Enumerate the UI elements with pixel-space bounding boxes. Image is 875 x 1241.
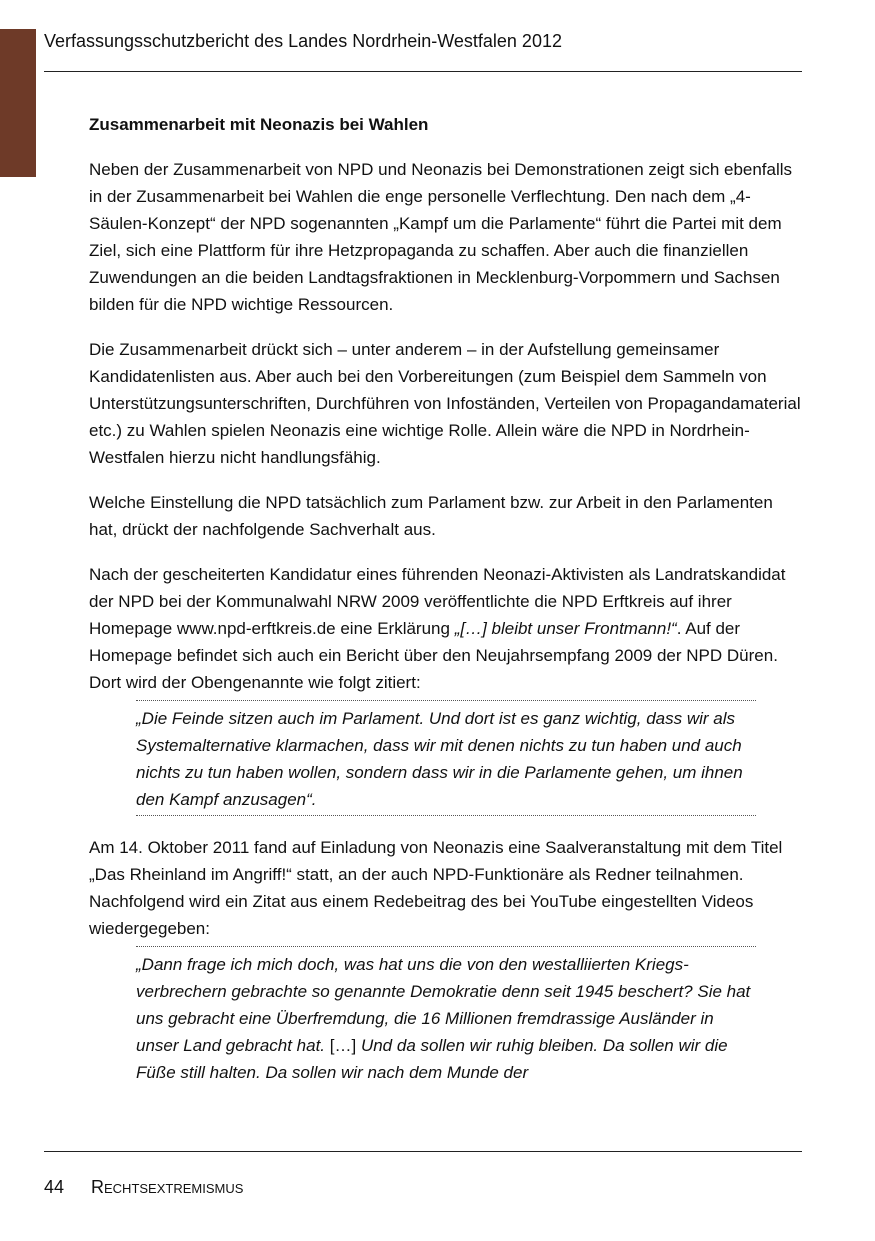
paragraph-4-text-a: Nach der gescheiterten Kandidatur eines führenden Neonazi-Aktivisten als Landratskandidat der NPD bei der Kommunalwahl NRW 2009 veröffentlichte die NPD Erftkreis auf ihrer Homepage www.npd-erftkreis.de eine Erklärung	[89, 565, 786, 638]
paragraph-3: Welche Einstellung die NPD tatsächlich zum Parlament bzw. zur Arbeit in den Parlamenten hat, drückt der nachfolgende Sachverhalt aus.	[89, 493, 773, 539]
blockquote-1-text: „Die Feinde sitzen auch im Parlament. Und dort ist es ganz wichtig, dass wir als Systemalternative klarmachen, dass wir mit denen nichts zu tun haben und auch nichts zu tun haben wollen, sondern dass wir in die Parlamente gehen, um ihnen den Kampf anzusagen“.	[136, 709, 743, 809]
page-body	[89, 113, 803, 1106]
header-divider	[44, 71, 802, 72]
paragraph-4-inline-quote: „[…] bleibt unser Frontmann!“	[454, 619, 677, 638]
blockquote-2	[136, 946, 756, 1088]
paragraph-1: Neben der Zusammenarbeit von NPD und Neonazis bei Demonstrationen zeigt sich ebenfalls in der Zusammenarbeit bei Wahlen die enge personelle Verflechtung. Den nach dem „4-Säulen-Konzept“ der NPD sogenannten „Kampf um die Parlamente“ führt die Partei mit dem Ziel, sich eine Plattform für ihre Hetzpropaganda zu schaffen. Aber auch die finanziellen Zuwendungen an die beiden Landtagsfraktionen in Mecklenburg-Vorpommern und Sachsen bilden für die NPD wichtige Ressourcen.	[89, 160, 793, 314]
footer-section-name: Rechtsextremismus	[91, 1177, 244, 1197]
page-number: 44	[44, 1177, 65, 1197]
paragraph-5: Am 14. Oktober 2011 fand auf Einladung von Neonazis eine Saalveranstaltung mit dem Titel „Das Rheinland im Angriff!“ statt, an der auch NPD-Funktionäre als Redner teilnahmen. Nachfolgend wird ein Zitat aus einem Redebeitrag des bei YouTube eingestellten Videos wiedergegeben:	[89, 838, 783, 938]
chapter-color-tab	[0, 29, 36, 177]
paragraph-4	[89, 561, 803, 696]
paragraph-2: Die Zusammenarbeit drückt sich – unter anderem – in der Aufstellung gemeinsamer Kandidatenlisten aus. Aber auch bei den Vorbereitungen (zum Beispiel dem Sammeln von Unterstützungsunterschriften, Durchführen von Infoständen, Verteilen von Propagandamaterial etc.) zu Wahlen spielen Neonazis eine wichtige Rolle. Allein wäre die NPD in Nordrhein-Westfalen hierzu nicht handlungsfähig.	[89, 340, 801, 467]
running-header: Verfassungsschutzbericht des Landes Nordrhein-Westfalen 2012	[44, 31, 562, 51]
section-heading: Zusammenarbeit mit Neonazis bei Wahlen	[89, 115, 429, 134]
blockquote-1	[136, 700, 756, 816]
paragraph-4-text-b: . Auf der Homepage befindet sich auch ein Bericht über den Neujahrsempfang 2009 der NPD Düren. Dort wird der Obengenannte wie folgt zitiert:	[89, 619, 778, 692]
blockquote-2-text	[136, 951, 756, 1086]
blockquote-2-text-a: „Dann frage ich mich doch, was hat uns die von den westalliierten Kriegsverbrechern gebrachte so genannte Demokratie denn seit 1945 beschert? Sie hat uns gebracht eine Überfremdung, die 16 Millionen fremdrassige Ausländer in unser Land gebracht hat.	[136, 955, 751, 1055]
blockquote-2-text-b: Und da sollen wir ruhig bleiben. Da sollen wir die Füße still halten. Da sollen wir nach dem Munde der	[136, 1036, 728, 1082]
footer-divider	[44, 1151, 802, 1152]
blockquote-2-ellipsis: […]	[329, 1036, 357, 1055]
